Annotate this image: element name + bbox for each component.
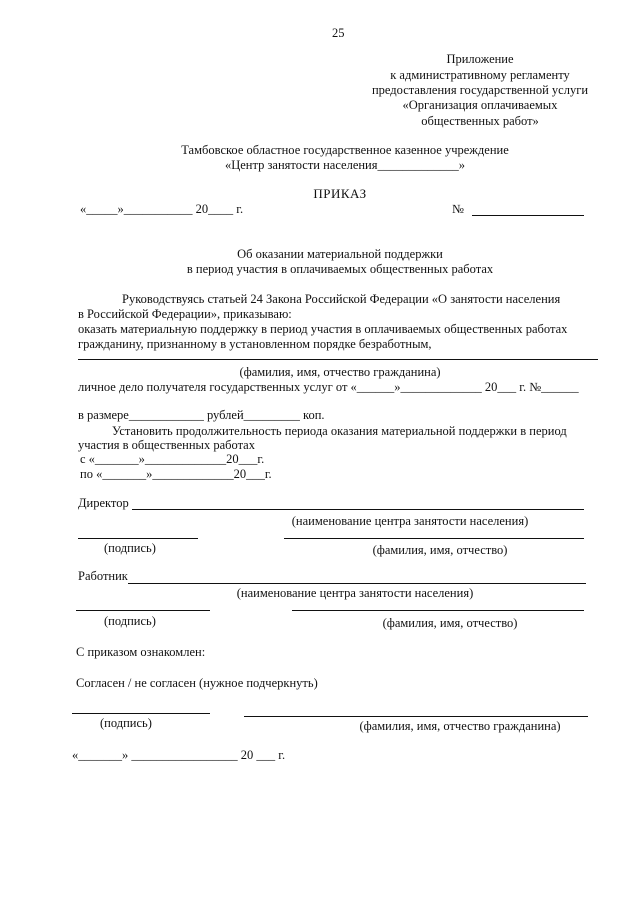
consent-line: Согласен / не согласен (нужное подчеркнуть) bbox=[76, 676, 318, 690]
worker-sign-underline bbox=[76, 610, 210, 611]
worker-underline bbox=[128, 583, 586, 584]
worker-sign-caption: (подпись) bbox=[104, 614, 156, 628]
order-title: ПРИКАЗ bbox=[313, 186, 367, 201]
worker-fio-underline bbox=[292, 610, 584, 611]
body-para1-line2: в Российской Федерации», приказываю: bbox=[78, 307, 292, 321]
acquainted-label: С приказом ознакомлен: bbox=[76, 645, 206, 659]
body-para3-line1: Установить продолжительность периода оказания материальной поддержки в период bbox=[112, 424, 567, 438]
body-para1-line1: Руководствуясь статьей 24 Закона Российской Федерации «О занятости населения bbox=[122, 292, 561, 306]
body-para2-line2: гражданину, признанному в установленном порядке безработным, bbox=[78, 337, 432, 351]
director-underline bbox=[132, 509, 584, 510]
citizen-fio-underline bbox=[78, 359, 598, 360]
director-sign-caption: (подпись) bbox=[104, 541, 156, 555]
director-caption: (наименование центра занятости населения) bbox=[291, 514, 529, 528]
order-number-label: № bbox=[452, 202, 464, 216]
appendix-line-3: предоставления государственной услуги bbox=[371, 83, 589, 97]
citizen-sign-caption: (подпись) bbox=[100, 716, 152, 730]
institution-line-1: Тамбовское областное государственное казенное учреждение bbox=[181, 143, 509, 157]
director-label: Директор bbox=[78, 496, 129, 510]
personal-file-line: личное дело получателя государственных услуг от «______»_____________ 20___ г. №______ bbox=[78, 380, 579, 394]
worker-caption: (наименование центра занятости населения) bbox=[236, 586, 474, 600]
period-to-line: по «_______»_____________20___г. bbox=[80, 467, 272, 481]
body-para2-line1: оказать материальную поддержку в период участия в оплачиваемых общественных работах bbox=[78, 322, 568, 336]
appendix-line-1: Приложение bbox=[446, 52, 514, 66]
worker-label: Работник bbox=[78, 569, 128, 583]
appendix-line-4: «Организация оплачиваемых bbox=[402, 98, 558, 112]
citizen-fio-caption: (фамилия, имя, отчество гражданина) bbox=[239, 365, 441, 379]
order-number-underline bbox=[472, 215, 584, 216]
worker-fio-caption: (фамилия, имя, отчество) bbox=[382, 616, 518, 630]
appendix-line-2: к административному регламенту bbox=[390, 68, 570, 82]
acquaintance-date-line: «_______» _________________ 20 ___ г. bbox=[72, 748, 286, 762]
order-date-line: «_____»___________ 20____ г. bbox=[80, 202, 244, 216]
citizen-sign-underline bbox=[72, 713, 210, 714]
period-from-line: с «_______»_____________20___г. bbox=[80, 452, 265, 466]
body-para3-line2: участия в общественных работах bbox=[78, 438, 255, 452]
citizen-fio-sign-underline bbox=[244, 716, 588, 717]
institution-line-2: «Центр занятости населения_____________» bbox=[224, 158, 465, 172]
citizen-fio-sign-caption: (фамилия, имя, отчество гражданина) bbox=[359, 719, 561, 733]
subject-line-2: в период участия в оплачиваемых общественных работах bbox=[186, 262, 494, 276]
amount-line: в размере____________ рублей_________ коп. bbox=[78, 408, 325, 422]
director-fio-caption: (фамилия, имя, отчество) bbox=[372, 543, 508, 557]
director-sign-underline bbox=[78, 538, 198, 539]
appendix-line-5: общественных работ» bbox=[421, 114, 539, 128]
director-fio-underline bbox=[284, 538, 584, 539]
page-number: 25 bbox=[332, 26, 345, 40]
subject-line-1: Об оказании материальной поддержки bbox=[237, 247, 443, 261]
